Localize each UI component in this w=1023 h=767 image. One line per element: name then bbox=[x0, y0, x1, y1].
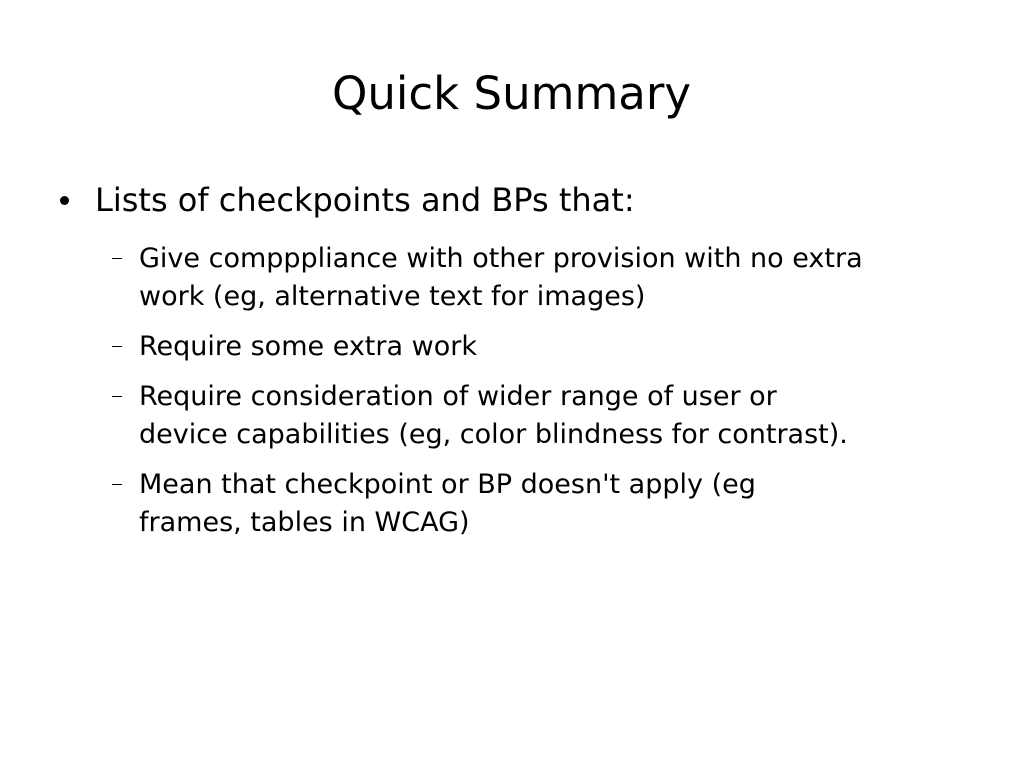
slide-title: Quick Summary bbox=[331, 67, 691, 120]
sub-bullet-text: Mean that checkpoint or BP doesn't apply (eg frames, tables in WCAG) bbox=[139, 469, 756, 538]
sub-bullet-list bbox=[107, 240, 987, 554]
dash-icon bbox=[112, 346, 122, 347]
sub-bullet-item bbox=[107, 240, 987, 316]
dash-icon bbox=[112, 258, 122, 259]
sub-bullet-text: Require consideration of wider range of user or device capabilities (eg, color blindness for contrast). bbox=[139, 381, 848, 450]
sub-bullet-item bbox=[107, 466, 987, 542]
sub-bullet-item bbox=[107, 328, 987, 366]
bullet-text: Lists of checkpoints and BPs that: bbox=[95, 181, 635, 219]
dash-icon bbox=[112, 396, 122, 397]
sub-bullet-item bbox=[107, 378, 987, 454]
dash-icon bbox=[112, 484, 122, 485]
sub-bullet-text: Give compppliance with other provision with no extra work (eg, alternative text for images) bbox=[139, 243, 863, 312]
sub-bullet-text: Require some extra work bbox=[139, 331, 477, 362]
bullet-dot-icon bbox=[60, 196, 69, 205]
